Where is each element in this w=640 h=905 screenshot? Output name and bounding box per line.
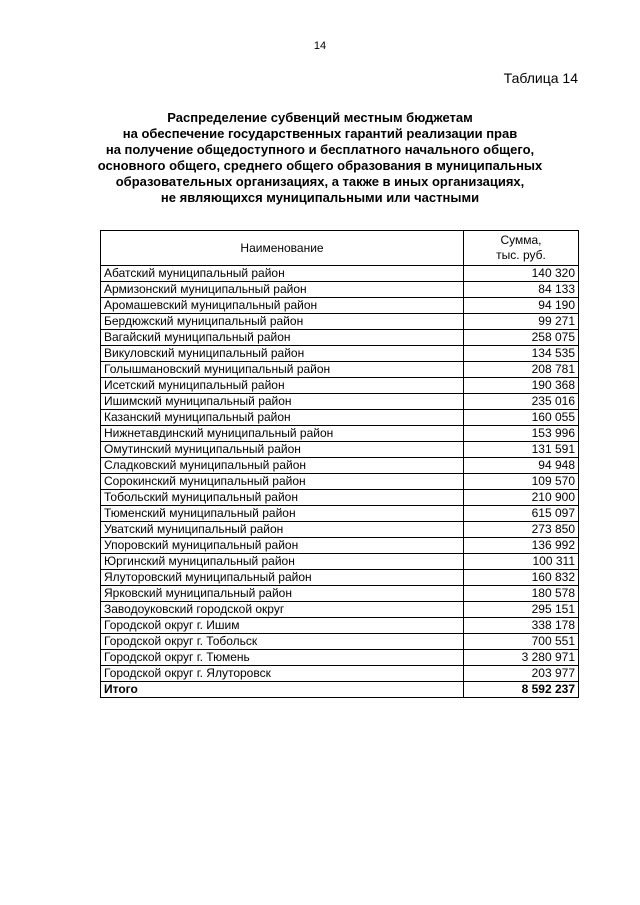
total-row bbox=[101, 682, 579, 698]
page-number: 14 bbox=[313, 40, 327, 52]
table-row bbox=[101, 314, 579, 330]
total-sum-cell: 8 592 237 bbox=[464, 682, 579, 698]
row-name-cell: Вагайский муниципальный район bbox=[101, 330, 464, 346]
table-row bbox=[101, 266, 579, 282]
table-row bbox=[101, 426, 579, 442]
row-sum-cell: 160 055 bbox=[464, 410, 579, 426]
row-name-cell: Омутинский муниципальный район bbox=[101, 442, 464, 458]
row-sum-cell: 136 992 bbox=[464, 538, 579, 554]
row-sum-cell: 153 996 bbox=[464, 426, 579, 442]
row-sum-cell: 99 271 bbox=[464, 314, 579, 330]
row-name-cell: Городской округ г. Ялуторовск bbox=[101, 666, 464, 682]
table-row bbox=[101, 602, 579, 618]
row-name-cell: Тобольский муниципальный район bbox=[101, 490, 464, 506]
table-row bbox=[101, 666, 579, 682]
row-sum-cell: 258 075 bbox=[464, 330, 579, 346]
row-name-cell: Городской округ г. Тобольск bbox=[101, 634, 464, 650]
table-row bbox=[101, 538, 579, 554]
row-name-cell: Исетский муниципальный район bbox=[101, 378, 464, 394]
column-header-name: Наименование bbox=[101, 231, 464, 266]
row-name-cell: Армизонский муниципальный район bbox=[101, 282, 464, 298]
row-name-cell: Сорокинский муниципальный район bbox=[101, 474, 464, 490]
subvention-table bbox=[100, 230, 579, 698]
row-sum-cell: 273 850 bbox=[464, 522, 579, 538]
table-row bbox=[101, 458, 579, 474]
row-name-cell: Городской округ г. Ишим bbox=[101, 618, 464, 634]
row-name-cell: Уватский муниципальный район bbox=[101, 522, 464, 538]
table-header-row bbox=[101, 231, 579, 266]
table-row bbox=[101, 506, 579, 522]
table-row bbox=[101, 618, 579, 634]
row-name-cell: Тюменский муниципальный район bbox=[101, 506, 464, 522]
row-sum-cell: 208 781 bbox=[464, 362, 579, 378]
row-name-cell: Заводоуковский городской округ bbox=[101, 602, 464, 618]
table-row bbox=[101, 570, 579, 586]
row-sum-cell: 100 311 bbox=[464, 554, 579, 570]
table-row bbox=[101, 554, 579, 570]
row-sum-cell: 203 977 bbox=[464, 666, 579, 682]
table-body bbox=[101, 266, 579, 698]
row-name-cell: Упоровский муниципальный район bbox=[101, 538, 464, 554]
table-row bbox=[101, 298, 579, 314]
column-header-sum-line: тыс. руб. bbox=[496, 248, 546, 262]
row-sum-cell: 160 832 bbox=[464, 570, 579, 586]
row-sum-cell: 210 900 bbox=[464, 490, 579, 506]
table-row bbox=[101, 378, 579, 394]
title-line: не являющихся муниципальными или частными bbox=[160, 190, 480, 205]
table-row bbox=[101, 586, 579, 602]
table-row bbox=[101, 634, 579, 650]
row-sum-cell: 338 178 bbox=[464, 618, 579, 634]
row-name-cell: Юргинский муниципальный район bbox=[101, 554, 464, 570]
row-name-cell: Бердюжский муниципальный район bbox=[101, 314, 464, 330]
table-row bbox=[101, 522, 579, 538]
row-name-cell: Викуловский муниципальный район bbox=[101, 346, 464, 362]
row-name-cell: Ишимский муниципальный район bbox=[101, 394, 464, 410]
document-title bbox=[80, 110, 560, 206]
row-name-cell: Сладковский муниципальный район bbox=[101, 458, 464, 474]
row-sum-cell: 190 368 bbox=[464, 378, 579, 394]
column-header-sum-line: Сумма, bbox=[500, 233, 542, 247]
row-sum-cell: 700 551 bbox=[464, 634, 579, 650]
row-name-cell: Абатский муниципальный район bbox=[101, 266, 464, 282]
table-row bbox=[101, 650, 579, 666]
row-sum-cell: 180 578 bbox=[464, 586, 579, 602]
title-line: на обеспечение государственных гарантий реализации прав bbox=[122, 126, 518, 141]
title-line: основного общего, среднего общего образования в муниципальных bbox=[97, 158, 543, 173]
table-row bbox=[101, 282, 579, 298]
row-name-cell: Ялуторовский муниципальный район bbox=[101, 570, 464, 586]
row-sum-cell: 615 097 bbox=[464, 506, 579, 522]
table-label: Таблица 14 bbox=[503, 70, 578, 86]
row-name-cell: Городской округ г. Тюмень bbox=[101, 650, 464, 666]
row-name-cell: Аромашевский муниципальный район bbox=[101, 298, 464, 314]
row-sum-cell: 235 016 bbox=[464, 394, 579, 410]
title-line: образовательных организациях, а также в иных организациях, bbox=[115, 174, 525, 189]
column-header-sum bbox=[464, 231, 579, 266]
table-row bbox=[101, 442, 579, 458]
row-sum-cell: 131 591 bbox=[464, 442, 579, 458]
table-row bbox=[101, 410, 579, 426]
row-sum-cell: 140 320 bbox=[464, 266, 579, 282]
title-line: Распределение субвенций местным бюджетам bbox=[167, 110, 473, 125]
row-name-cell: Казанский муниципальный район bbox=[101, 410, 464, 426]
total-label-cell: Итого bbox=[101, 682, 464, 698]
row-name-cell: Ярковский муниципальный район bbox=[101, 586, 464, 602]
row-sum-cell: 295 151 bbox=[464, 602, 579, 618]
table-row bbox=[101, 490, 579, 506]
row-sum-cell: 109 570 bbox=[464, 474, 579, 490]
table-row bbox=[101, 362, 579, 378]
row-name-cell: Голышмановский муниципальный район bbox=[101, 362, 464, 378]
row-sum-cell: 84 133 bbox=[464, 282, 579, 298]
title-line: на получение общедоступного и бесплатного начального общего, bbox=[105, 142, 535, 157]
table-row bbox=[101, 330, 579, 346]
row-sum-cell: 3 280 971 bbox=[464, 650, 579, 666]
row-sum-cell: 134 535 bbox=[464, 346, 579, 362]
row-name-cell: Нижнетавдинский муниципальный район bbox=[101, 426, 464, 442]
table-row bbox=[101, 346, 579, 362]
row-sum-cell: 94 190 bbox=[464, 298, 579, 314]
row-sum-cell: 94 948 bbox=[464, 458, 579, 474]
table-row bbox=[101, 394, 579, 410]
table-row bbox=[101, 474, 579, 490]
